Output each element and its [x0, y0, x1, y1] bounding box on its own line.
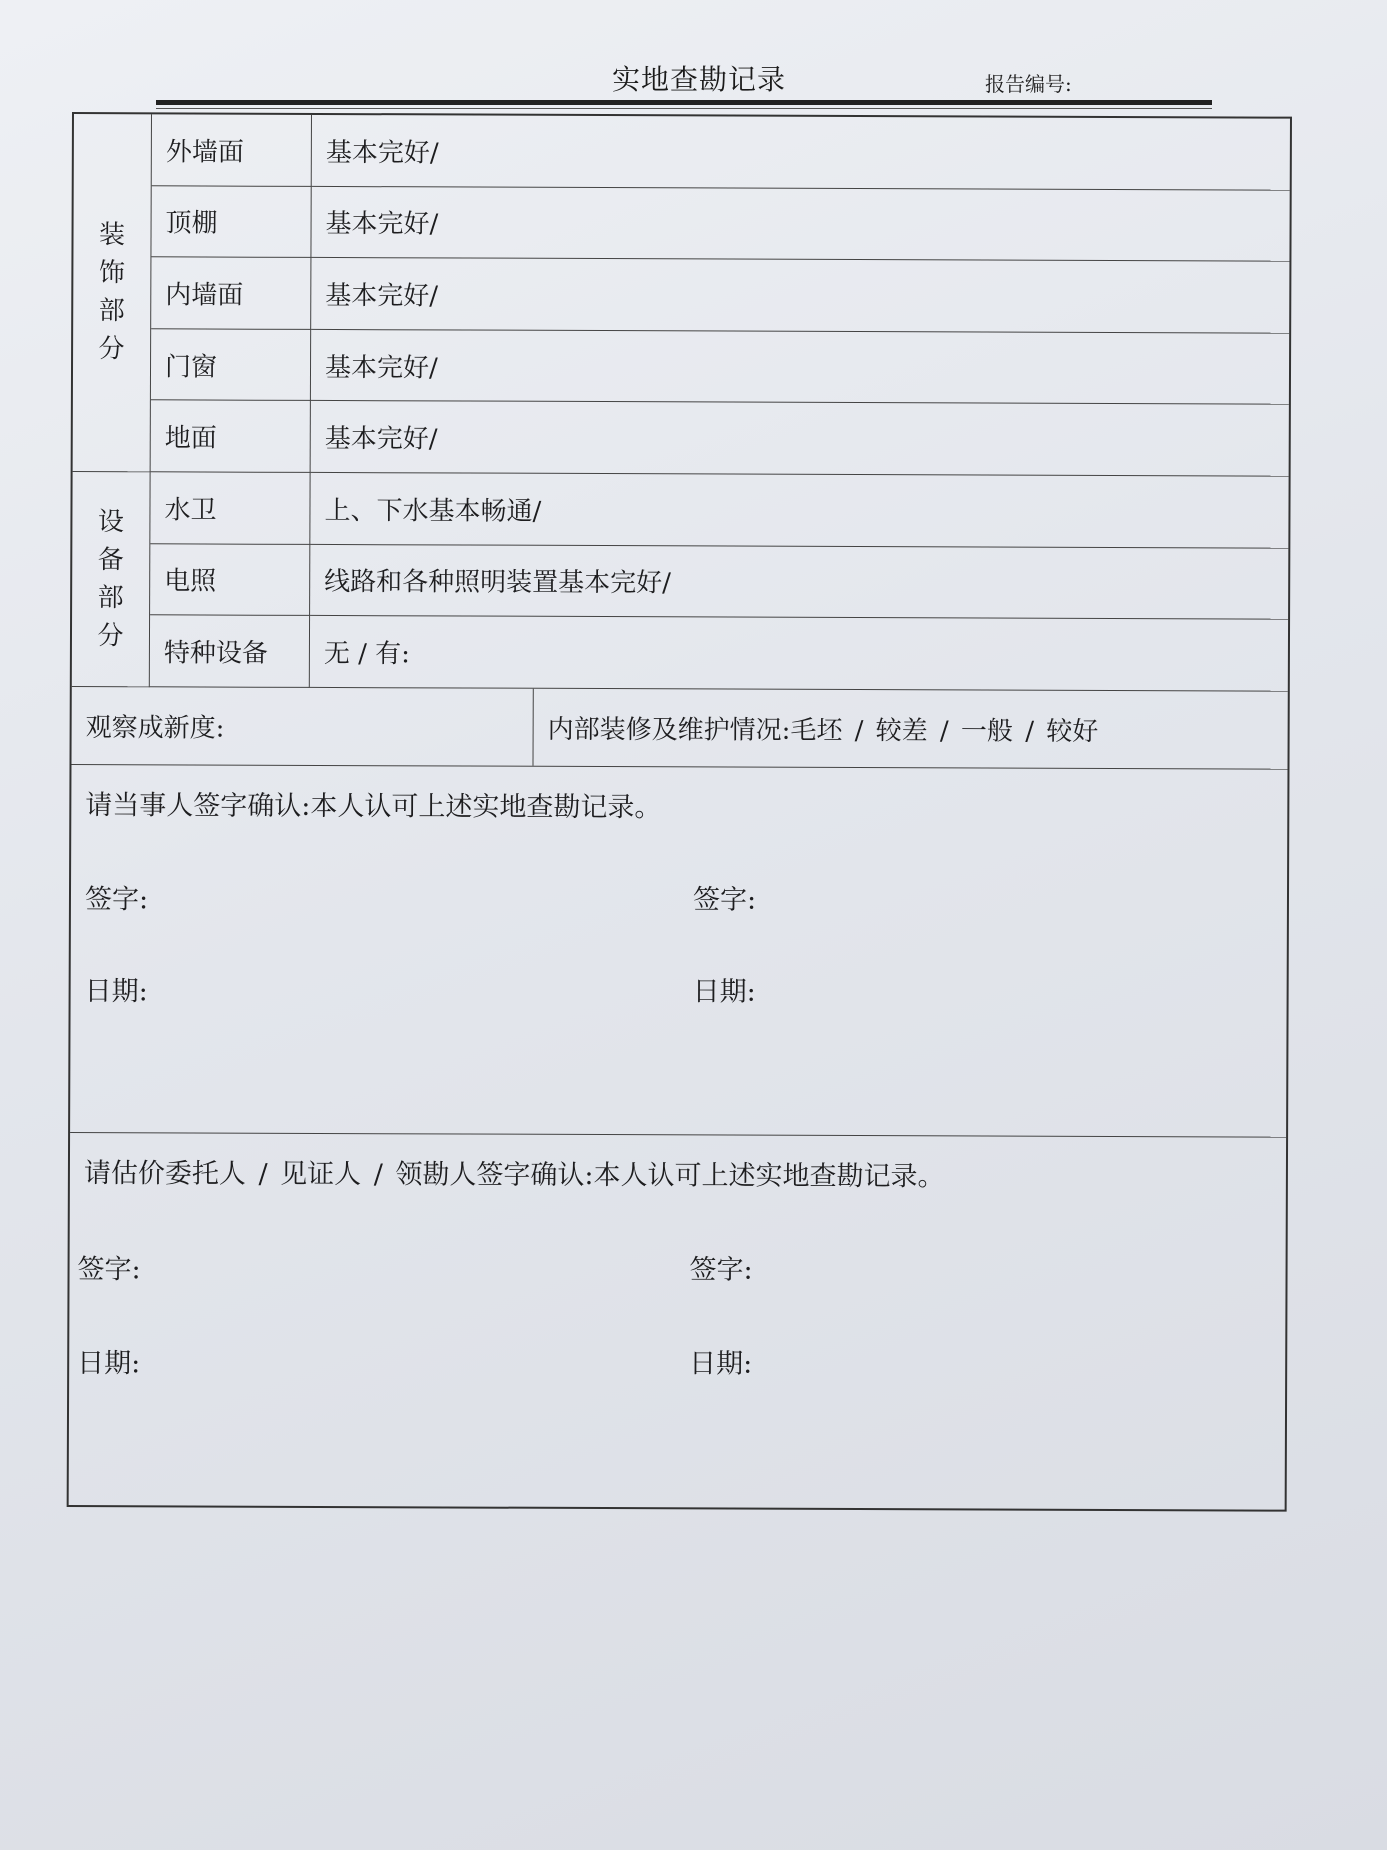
party-sign-right: 签字: [692, 884, 757, 916]
header-rule-thin [156, 108, 1212, 109]
item-exterior-wall: 外墙面 [152, 114, 312, 186]
party-confirmation-block [70, 765, 1287, 1138]
value-ceiling: 基本完好/ [311, 187, 1289, 262]
equipment-group-char: 备 [97, 544, 124, 576]
client-confirmation-title: 请估价委托人 / 见证人 / 领勘人签字确认:本人认可上述实地查勘记录。 [83, 1158, 945, 1193]
value-doors-windows: 基本完好/ [311, 330, 1289, 405]
inspection-form [67, 112, 1292, 1512]
item-plumbing: 水卫 [150, 472, 310, 544]
value-plumbing: 上、下水基本畅通/ [310, 473, 1288, 548]
newness-label: 观察成新度: [71, 687, 533, 766]
observation-row [71, 687, 1287, 770]
value-lighting: 线路和各种照明装置基本完好/ [310, 544, 1288, 619]
equipment-group-label [72, 472, 151, 687]
decoration-group-char: 饰 [98, 258, 125, 289]
item-floor: 地面 [151, 401, 311, 473]
decoration-group-char: 部 [98, 296, 125, 327]
value-interior-wall: 基本完好/ [311, 258, 1289, 333]
item-ceiling: 顶棚 [151, 186, 311, 258]
header-rule [156, 100, 1212, 105]
party-date-left: 日期: [84, 976, 148, 1008]
party-date-right: 日期: [692, 976, 756, 1008]
client-sign-right: 签字: [689, 1254, 753, 1286]
report-number-label: 报告编号: [985, 72, 1072, 96]
client-date-left: 日期: [77, 1348, 141, 1380]
client-date-right: 日期: [689, 1348, 753, 1380]
party-confirmation-title: 请当事人签字确认:本人认可上述实地查勘记录。 [85, 790, 662, 824]
equipment-group-char: 部 [97, 582, 124, 614]
value-exterior-wall: 基本完好/ [312, 115, 1290, 190]
item-lighting: 电照 [150, 544, 310, 616]
renovation-label: 内部装修及维护情况:毛坯 / 较差 / 一般 / 较好 [547, 714, 1099, 747]
page-title: 实地查勘记录 [612, 63, 787, 96]
value-floor: 基本完好/ [311, 401, 1289, 476]
item-interior-wall: 内墙面 [151, 257, 311, 329]
value-special-equipment: 无 / 有: [310, 616, 1288, 691]
equipment-group-char: 分 [97, 620, 124, 652]
decoration-group-char: 装 [98, 220, 126, 251]
equipment-group-char: 设 [97, 506, 124, 538]
decoration-group-char: 分 [98, 334, 125, 365]
client-sign-left: 签字: [77, 1254, 141, 1286]
party-sign-left: 签字: [84, 884, 149, 916]
item-special-equipment: 特种设备 [150, 615, 310, 687]
decoration-group-label [73, 114, 152, 472]
item-doors-windows: 门窗 [151, 329, 311, 401]
client-confirmation-block [69, 1133, 1286, 1510]
inspection-grid [72, 114, 1290, 692]
